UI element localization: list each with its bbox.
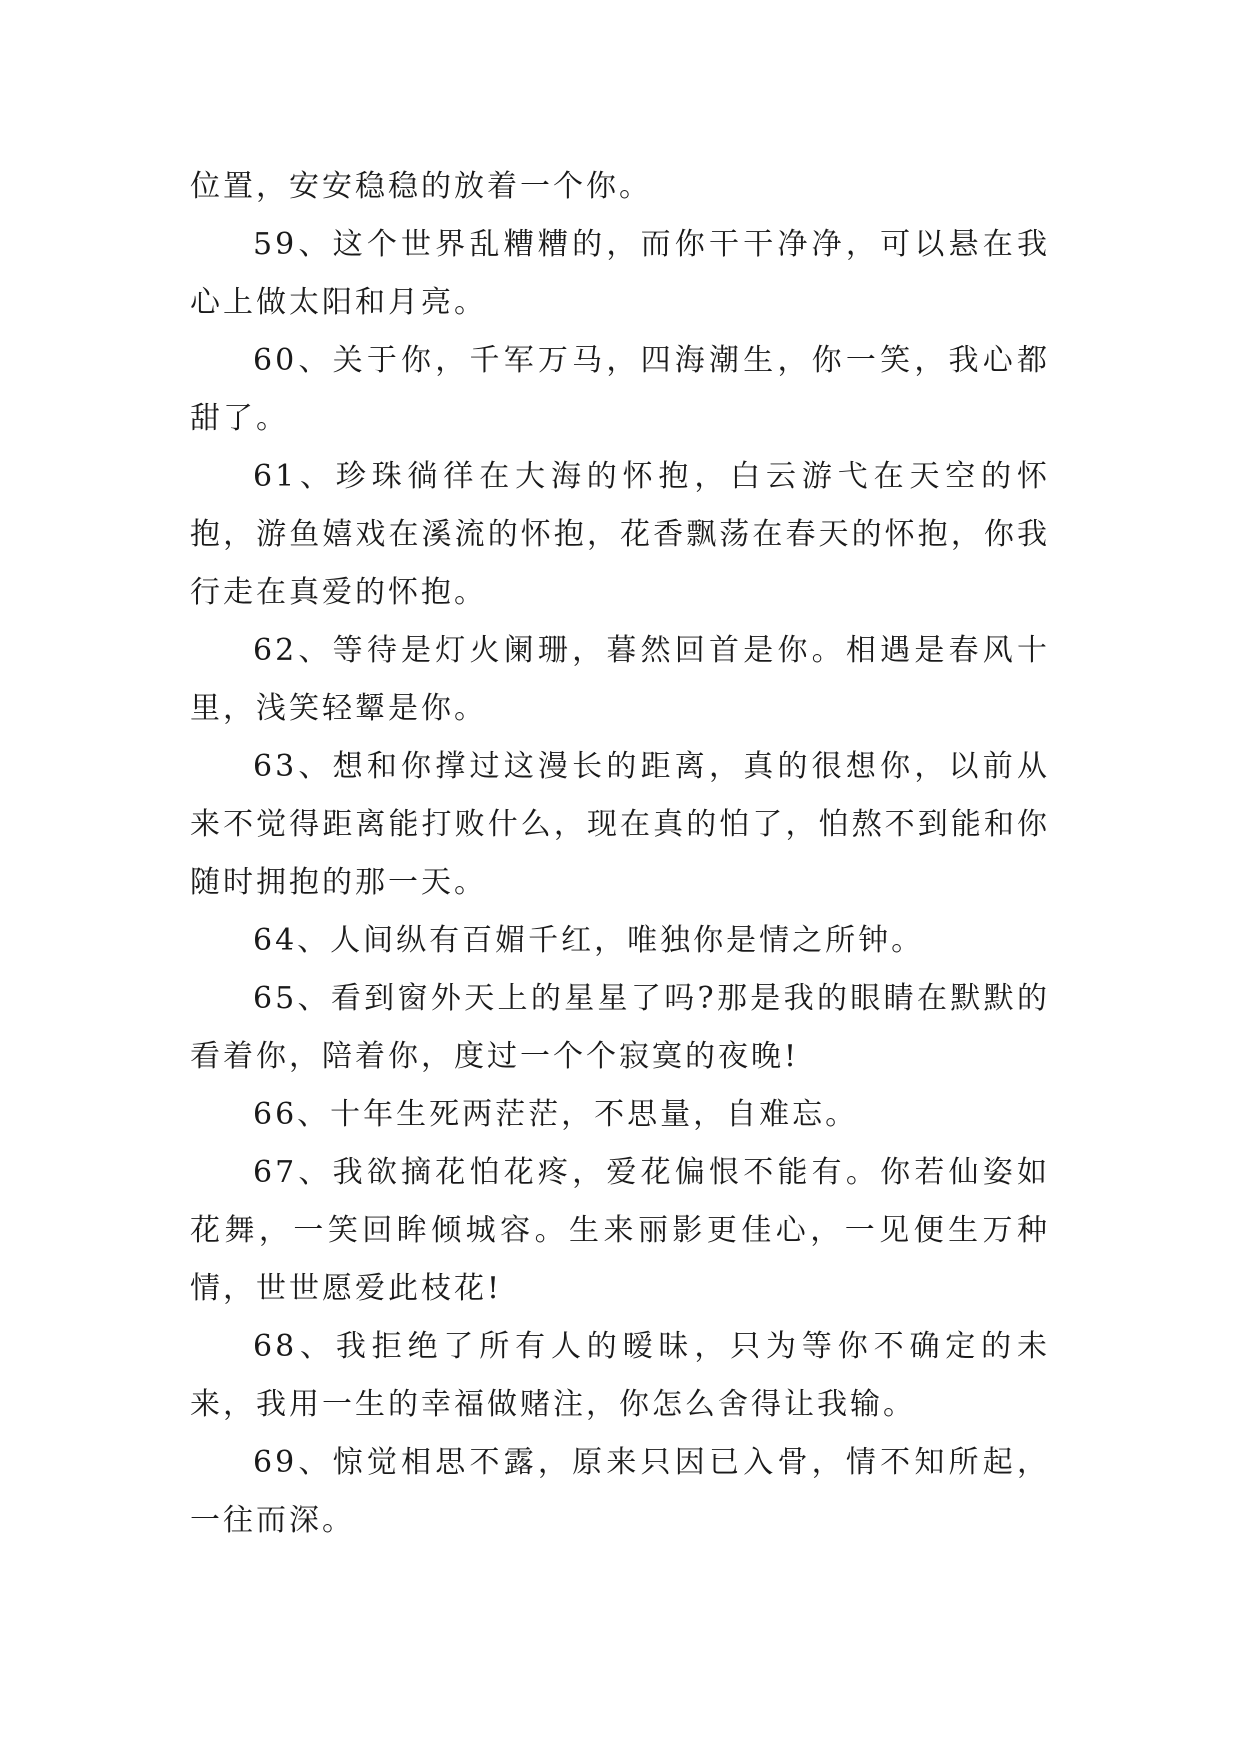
paragraph-59: 59、这个世界乱糟糟的，而你干干净净，可以悬在我心上做太阳和月亮。 — [190, 227, 1050, 320]
paragraph-65: 65、看到窗外天上的星星了吗?那是我的眼睛在默默的看着你，陪着你，度过一个个寂寞的夜晚! — [190, 981, 1050, 1074]
paragraph-61: 61、珍珠徜徉在大海的怀抱，白云游弋在天空的怀抱，游鱼嬉戏在溪流的怀抱，花香飘荡在春天的怀抱，你我行走在真爱的怀抱。 — [190, 459, 1050, 610]
paragraph-64: 64、人间纵有百媚千红，唯独你是情之所钟。 — [253, 923, 925, 958]
paragraph-continued: 位置，安安稳稳的放着一个你。 — [190, 169, 652, 204]
paragraph-62: 62、等待是灯火阑珊，暮然回首是你。相遇是春风十里，浅笑轻颦是你。 — [190, 633, 1050, 726]
paragraph-67: 67、我欲摘花怕花疼，爱花偏恨不能有。你若仙姿如花舞，一笑回眸倾城容。生来丽影更佳心，一见便生万种情，世世愿爱此枝花! — [190, 1155, 1050, 1306]
paragraph-63: 63、想和你撑过这漫长的距离，真的很想你，以前从来不觉得距离能打败什么，现在真的怕了，怕熬不到能和你随时拥抱的那一天。 — [190, 749, 1050, 900]
paragraph-69: 69、惊觉相思不露，原来只因已入骨，情不知所起，一往而深。 — [190, 1445, 1050, 1538]
paragraph-60: 60、关于你，千军万马，四海潮生，你一笑，我心都甜了。 — [190, 343, 1050, 436]
document-body — [190, 158, 1050, 1550]
paragraph-68: 68、我拒绝了所有人的暧昧，只为等你不确定的未来，我用一生的幸福做赌注，你怎么舍得让我输。 — [190, 1329, 1050, 1422]
paragraph-66: 66、十年生死两茫茫，不思量，自难忘。 — [253, 1097, 859, 1132]
